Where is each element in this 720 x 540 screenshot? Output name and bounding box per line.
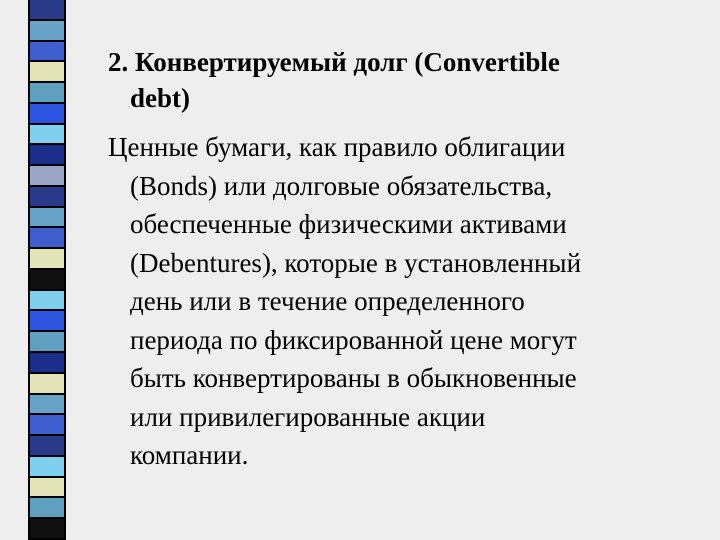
stripe-band (30, 332, 64, 353)
body-line: (Debentures), которые в установленный (130, 247, 582, 278)
stripe-band (30, 395, 64, 416)
stripe-band (30, 166, 64, 187)
body-line: периода по фиксированной цене могут (130, 324, 577, 355)
stripe-band (30, 436, 64, 457)
slide-title-line-1: 2. Конвертируемый долг (Convertible (108, 47, 560, 77)
body-line: (Bonds) или долговые обязательства, (130, 170, 553, 201)
stripe-band (30, 311, 64, 332)
stripe-band (30, 83, 64, 104)
body-line: день или в течение определенного (130, 286, 525, 316)
stripe-band (30, 353, 64, 374)
stripe-band (30, 415, 64, 436)
stripe-band (30, 519, 64, 540)
stripe-band (30, 374, 64, 395)
stripe-band (30, 291, 64, 312)
stripe-band (30, 249, 64, 270)
body-line: быть конвертированы в обыкновенные (130, 363, 577, 393)
stripe-band (30, 21, 64, 42)
stripe-band (30, 125, 64, 146)
body-line: обеспеченные физическими активами (130, 209, 567, 239)
stripe-band (30, 208, 64, 229)
body-line: Ценные бумаги, как правило облигации (108, 132, 566, 162)
stripe-band (30, 42, 64, 63)
slide-title (108, 44, 688, 116)
stripe-band (30, 145, 64, 166)
slide-body (108, 128, 698, 475)
body-line: или привилегированные акции (130, 401, 486, 432)
stripe-band (30, 270, 64, 291)
slide-title-line-2: debt) (130, 83, 190, 113)
stripe-band (30, 187, 64, 208)
body-line: компании. (130, 440, 249, 470)
stripe-band (30, 104, 64, 125)
stripe-band (30, 498, 64, 519)
stripe-band (30, 228, 64, 249)
stripe-band (30, 457, 64, 478)
stripe-band (30, 62, 64, 83)
stripe-band (30, 478, 64, 499)
stripe-band (30, 0, 64, 21)
decorative-stripe (28, 0, 66, 540)
